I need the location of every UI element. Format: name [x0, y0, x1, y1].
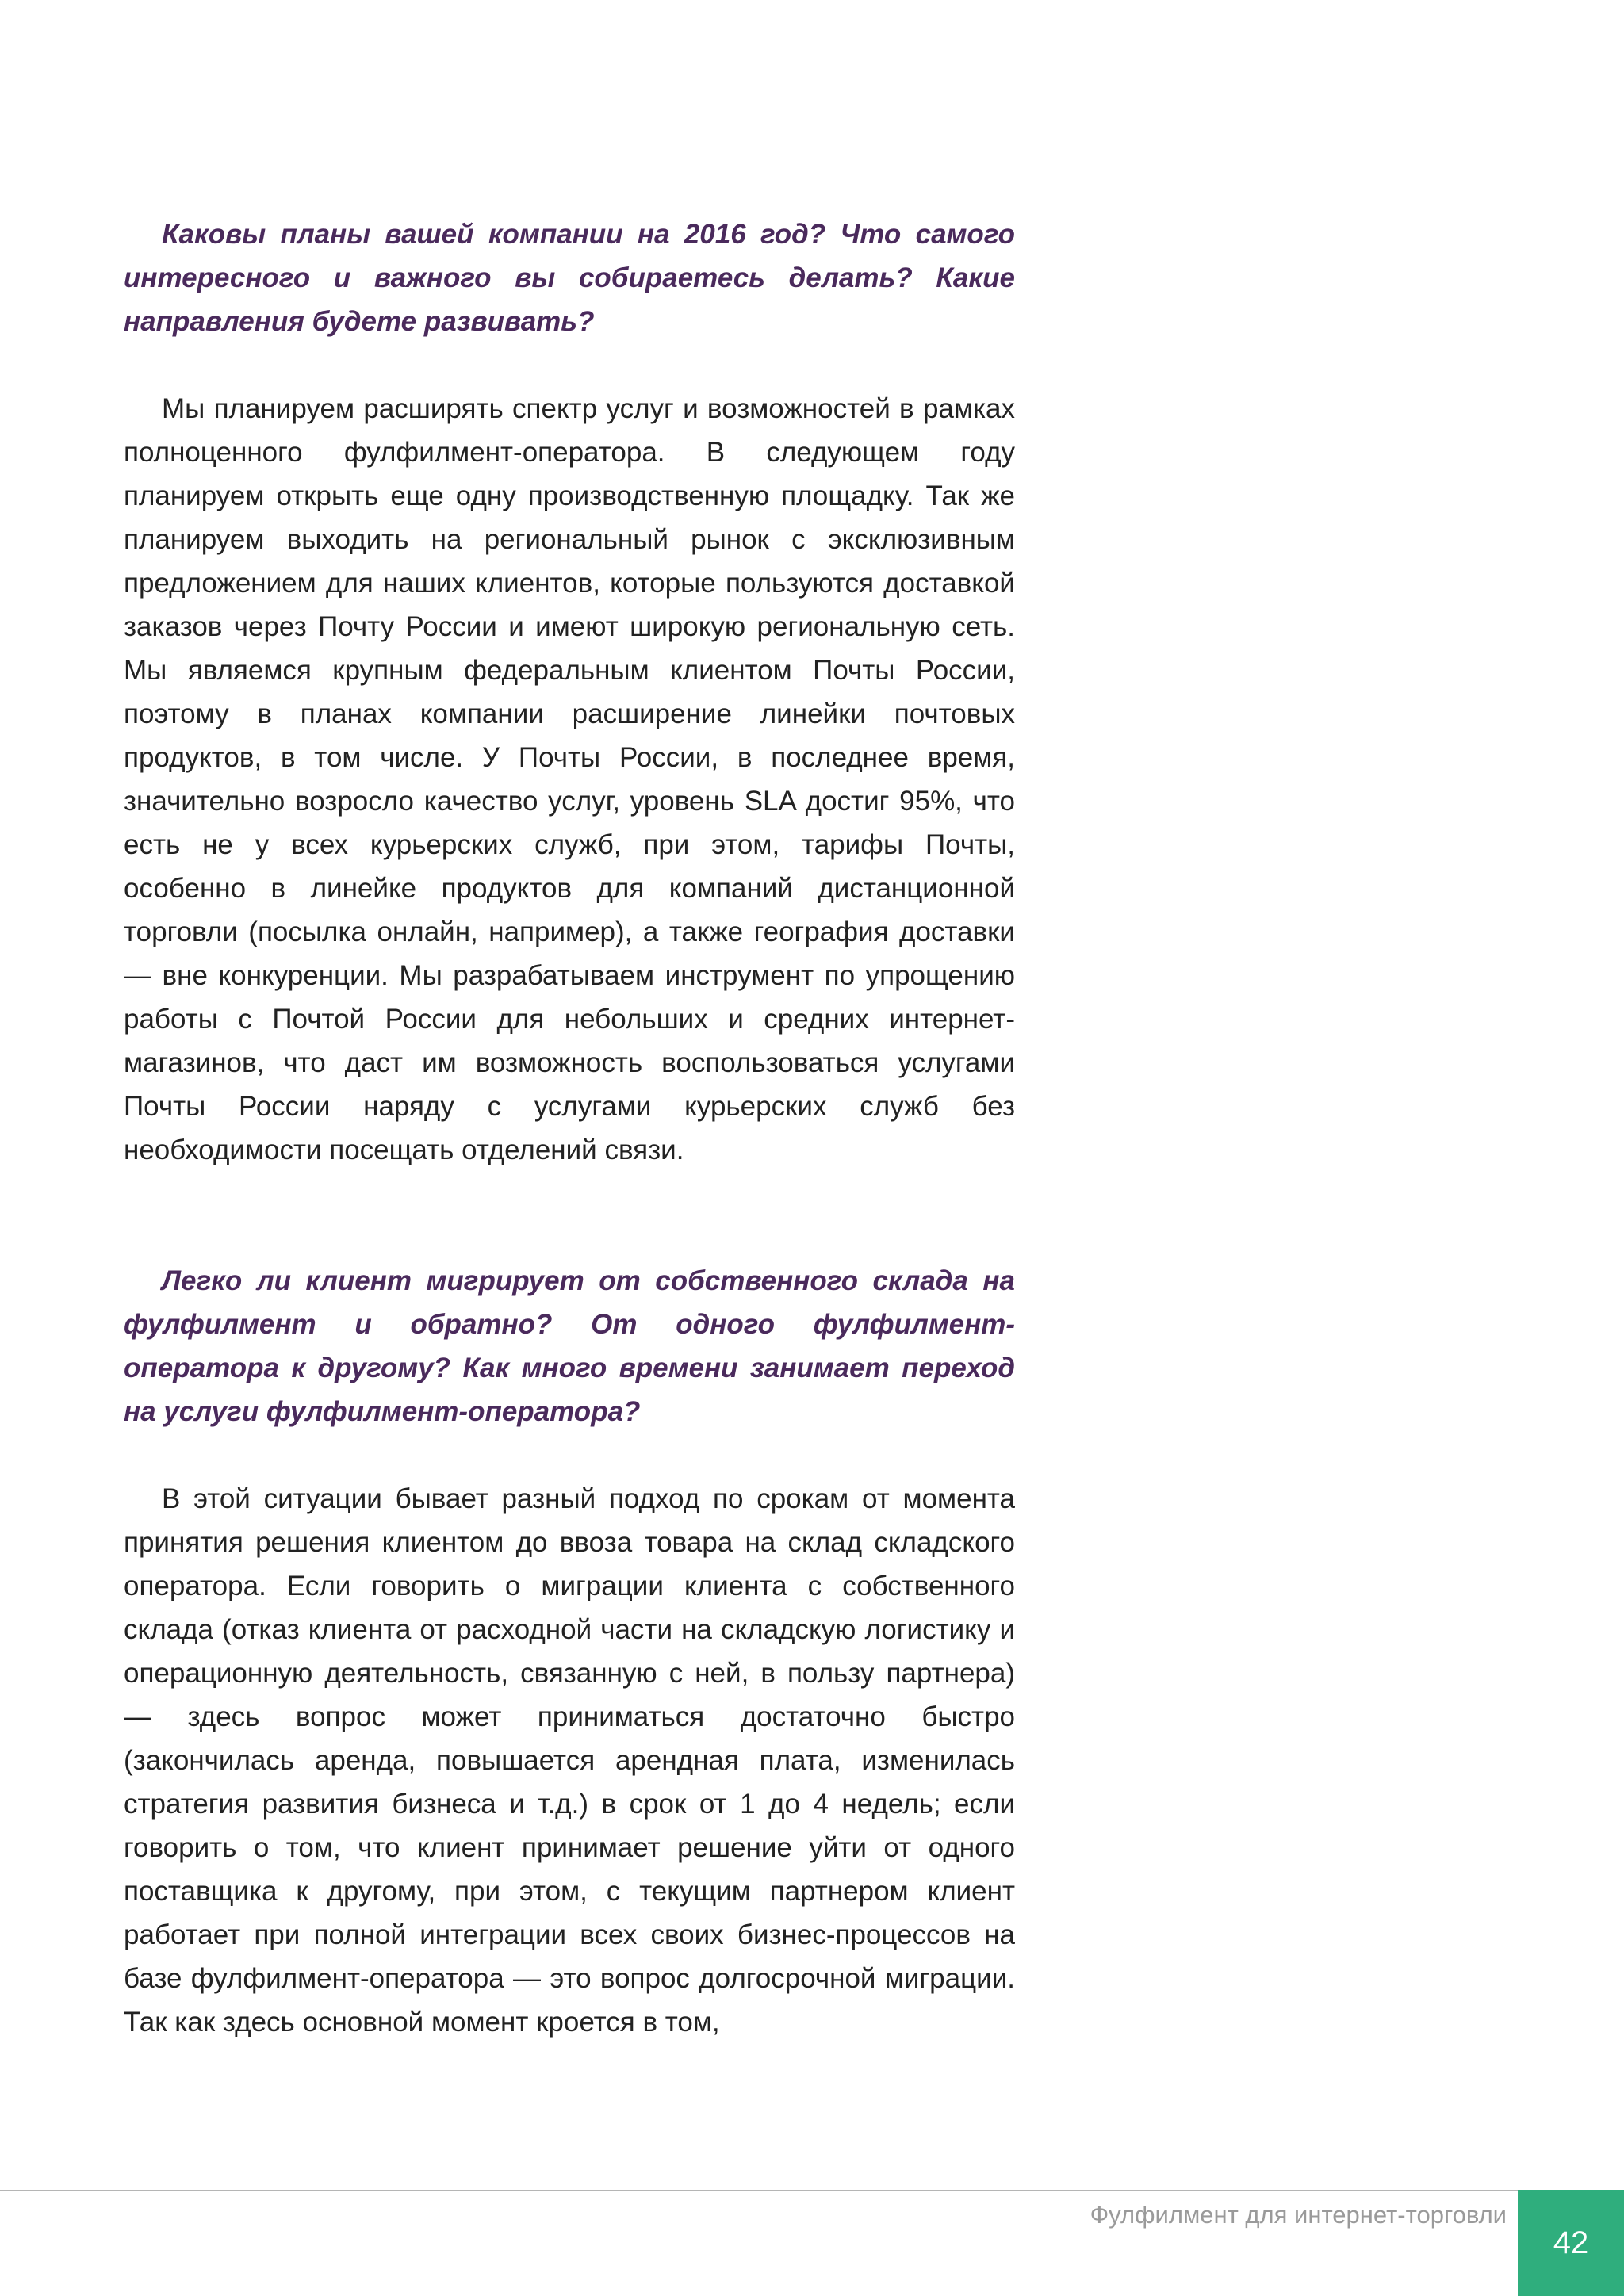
interview-question-2: Легко ли клиент мигрирует от собственного склада на фулфилмент и обратно? От одного фулфилмент-оператора к другому? Как много времени занимает переход на услуги фулфилмент-оператора? [124, 1265, 1015, 1427]
interview-question-1: Каковы планы вашей компании на 2016 год? Что самого интересного и важного вы собираетесь делать? Какие направления будете развивать? [124, 219, 1015, 337]
page-number-badge [1518, 2190, 1624, 2296]
interview-answer-1: Мы планируем расширять спектр услуг и возможностей в рамках полноценного фулфилмент-оператора. В следующем году планируем открыть еще одну производственную площадку. Так же планируем выходить на региональный рынок с эксклюзивным предложением для наших клиентов, которые пользуются доставкой заказов через Почту России и имеют широкую региональную сеть. Мы являемся крупным федеральным клиентом Почты России, поэтому в планах компании расширение линейки почтовых продуктов, в том числе. У Почты России, в последнее время, значительно возросло качество услуг, уровень SLA достиг 95%, что есть не у всех курьерских служб, при этом, тарифы Почты, особенно в линейке продуктов для компаний дистанционной торговли (посылка онлайн, например), а также география доставки — вне конкуренции. Мы разрабатываем инструмент по упрощению работы с Почтой России для небольших и средних интернет-магазинов, что даст им возможность воспользоваться услугами Почты России наряду с услугами курьерских служб без необходимости посещать отделений связи. [124, 393, 1015, 1165]
interview-answer-2: В этой ситуации бывает разный подход по срокам от момента принятия решения клиентом до ввоза товара на склад складского оператора. Если говорить о миграции клиента с собственного склада (отказ клиента от расходной части на складскую логистику и операционную деятельность, связанную с ней, в пользу партнера) — здесь вопрос может приниматься достаточно быстро (закончилась аренда, повышается арендная плата, изменилась стратегия развития бизнеса и т.д.) в срок от 1 до 4 недель; если говорить о том, что клиент принимает решение уйти от одного поставщика к другому, при этом, с текущим партнером клиент работает при полной интеграции всех своих бизнес-процессов на базе фулфилмент-оператора — это вопрос долгосрочной миграции. Так как здесь основной момент кроется в том, [124, 1483, 1015, 2038]
article-body [124, 202, 1015, 2044]
footer-divider [0, 2190, 1518, 2191]
page-number: 42 [1553, 2225, 1589, 2260]
footer-title: Фулфилмент для интернет-торговли [1090, 2201, 1507, 2229]
